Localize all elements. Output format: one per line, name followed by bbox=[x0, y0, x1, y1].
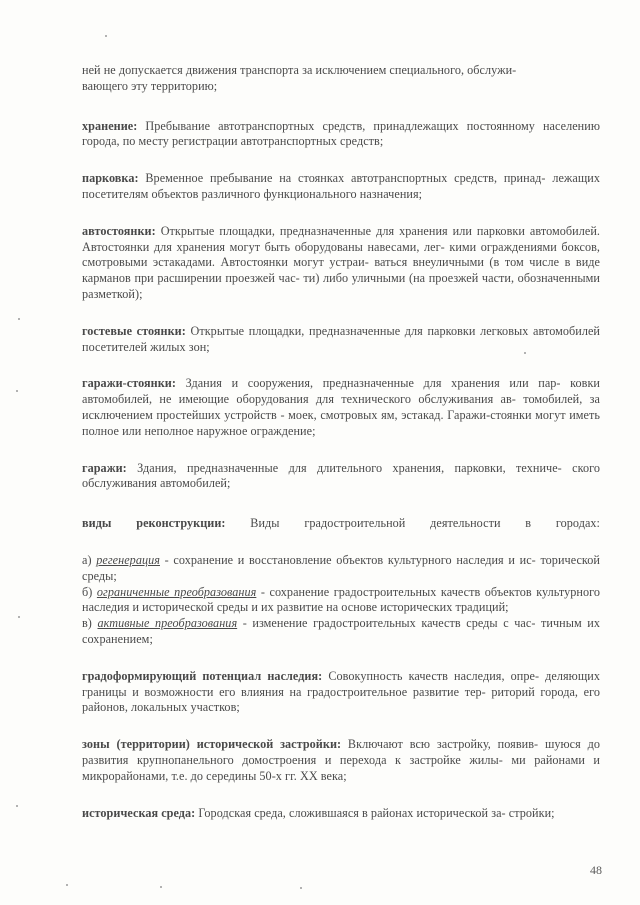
text-line: кими ограждениями боксов, смотровыми эстакадами. Автостоянки могут устраи- bbox=[82, 239, 600, 270]
text-line: ского обслуживания автомобилей; bbox=[82, 460, 600, 491]
text-line: томобилей, за исключением простейших устройств - моек, смотровых ям, эстакад. bbox=[82, 392, 600, 422]
scan-speck bbox=[66, 884, 68, 886]
text-line: торической среды; bbox=[82, 552, 600, 583]
scan-speck bbox=[16, 805, 18, 807]
text-line: Виды градостроительной деятельности в городах: bbox=[225, 516, 600, 531]
list-item bbox=[82, 553, 600, 583]
term: гаражи: bbox=[82, 460, 127, 475]
term: виды реконструкции: bbox=[82, 516, 226, 531]
text-line: ней не допускается движения транспорта за исключением специального, обслужи- bbox=[82, 63, 517, 77]
scan-speck bbox=[18, 616, 20, 618]
term: автостоянки: bbox=[82, 223, 156, 238]
term: гостевые стоянки: bbox=[82, 323, 186, 338]
term: градоформирующий потенциал наследия: bbox=[82, 668, 323, 683]
text-line: стройки; bbox=[508, 805, 555, 820]
list-marker: а) bbox=[82, 552, 97, 567]
list-item bbox=[82, 585, 600, 615]
definition-historic-environment bbox=[82, 806, 600, 822]
text-line: автомобилей. Автостоянки для хранения могут быть оборудованы навесами, лег- bbox=[82, 223, 600, 254]
text-line: Открытые площадки, предназначенные для парковки легковых bbox=[185, 323, 529, 338]
text-line: автомобилей посетителей жилых зон; bbox=[82, 323, 600, 354]
scan-speck bbox=[524, 352, 526, 354]
text-line: населению города, по месту регистрации автотранспортных средств; bbox=[82, 118, 600, 149]
text-line: ти) либо уличными (на проезжей части, обозначенными разметкой); bbox=[82, 271, 600, 301]
scan-speck bbox=[18, 318, 20, 320]
term: зоны (территории) исторической застройки: bbox=[82, 737, 342, 752]
text-line: культурного наследия и исторической среды и их развитие на основе исторических традиций; bbox=[82, 584, 600, 615]
term: хранение: bbox=[82, 118, 138, 133]
text-line: Городская среда, сложившаяся в районах исторической за- bbox=[195, 805, 506, 820]
definition-storage bbox=[82, 119, 600, 151]
text-line: ми районами и микрорайонами, т.е. до середины 50-х гг. XX века; bbox=[82, 752, 600, 783]
scan-speck bbox=[16, 390, 18, 392]
definition-reconstruction-types bbox=[82, 516, 600, 532]
scan-speck bbox=[105, 35, 107, 37]
text-line: тичным их сохранением; bbox=[82, 616, 600, 646]
term: гаражи-стоянки: bbox=[82, 376, 176, 391]
scan-speck bbox=[300, 887, 302, 889]
list-term: активные преобразования bbox=[97, 616, 238, 631]
text-line: риторий города, его районов, локальных участков; bbox=[82, 684, 600, 715]
text-line: ковки автомобилей, не имеющие оборудования для технического обслуживания ав- bbox=[82, 376, 600, 407]
text-line: шуюся до развития крупнопанельного домостроения и перехода к застройке жилы- bbox=[82, 737, 600, 767]
term: парковка: bbox=[82, 171, 139, 186]
definition-parking bbox=[82, 171, 600, 203]
reconstruction-list bbox=[82, 553, 600, 648]
text-line: - изменение градостроительных качеств среды с час- bbox=[237, 616, 536, 631]
text-line: Открытые площадки, предназначенные для хранения или парковки bbox=[155, 223, 525, 238]
text-line: Гаражи-стоянки могут иметь полное или неполное наружное ограждение; bbox=[82, 407, 601, 438]
list-item bbox=[82, 616, 600, 646]
text-line: Здания и сооружения, предназначенные для хранения или пар- bbox=[175, 376, 561, 391]
list-marker: в) bbox=[82, 616, 98, 631]
text-line: Здания, предназначенные для длительного хранения, парковки, техниче- bbox=[126, 460, 562, 475]
text-line: деляющих границы и возможности его влияния на градостроительное развитие тер- bbox=[82, 668, 600, 699]
definition-heritage-potential bbox=[82, 669, 600, 716]
text-line: Совокупность качеств наследия, опре- bbox=[322, 668, 540, 683]
term: историческая среда: bbox=[82, 805, 196, 820]
text-line: вающего эту территорию; bbox=[82, 78, 218, 93]
text-line: ваться внеуличными (в том числе в виде карманов при расширении проезжей час- bbox=[82, 255, 600, 286]
text-line: Пребывание автотранспортных средств, принадлежащих постоянному bbox=[137, 118, 535, 133]
document-body bbox=[82, 63, 600, 821]
text-line: - сохранение и восстановление объектов культурного наследия и ис- bbox=[159, 552, 536, 567]
definition-garages bbox=[82, 461, 600, 493]
list-marker: б) bbox=[82, 584, 97, 599]
definition-car-parks bbox=[82, 224, 600, 303]
definition-historic-zones bbox=[82, 737, 600, 784]
list-term: ограниченные преобразования bbox=[96, 584, 257, 599]
page-number: 48 bbox=[590, 863, 602, 877]
text-line: Включают всю застройку, появив- bbox=[341, 737, 539, 752]
text-line: Временное пребывание на стоянках автотранспортных средств, принад- bbox=[138, 171, 546, 186]
text-line: - сохранение градостроительных качеств объектов bbox=[256, 584, 532, 599]
text-line: лежащих посетителям объектов различного функционального назначения; bbox=[82, 171, 600, 201]
definition-garage-parking bbox=[82, 376, 600, 439]
paragraph-continuation bbox=[82, 63, 600, 95]
definition-guest-parking bbox=[82, 324, 600, 356]
list-term: регенерация bbox=[96, 552, 160, 567]
scan-speck bbox=[160, 886, 162, 888]
